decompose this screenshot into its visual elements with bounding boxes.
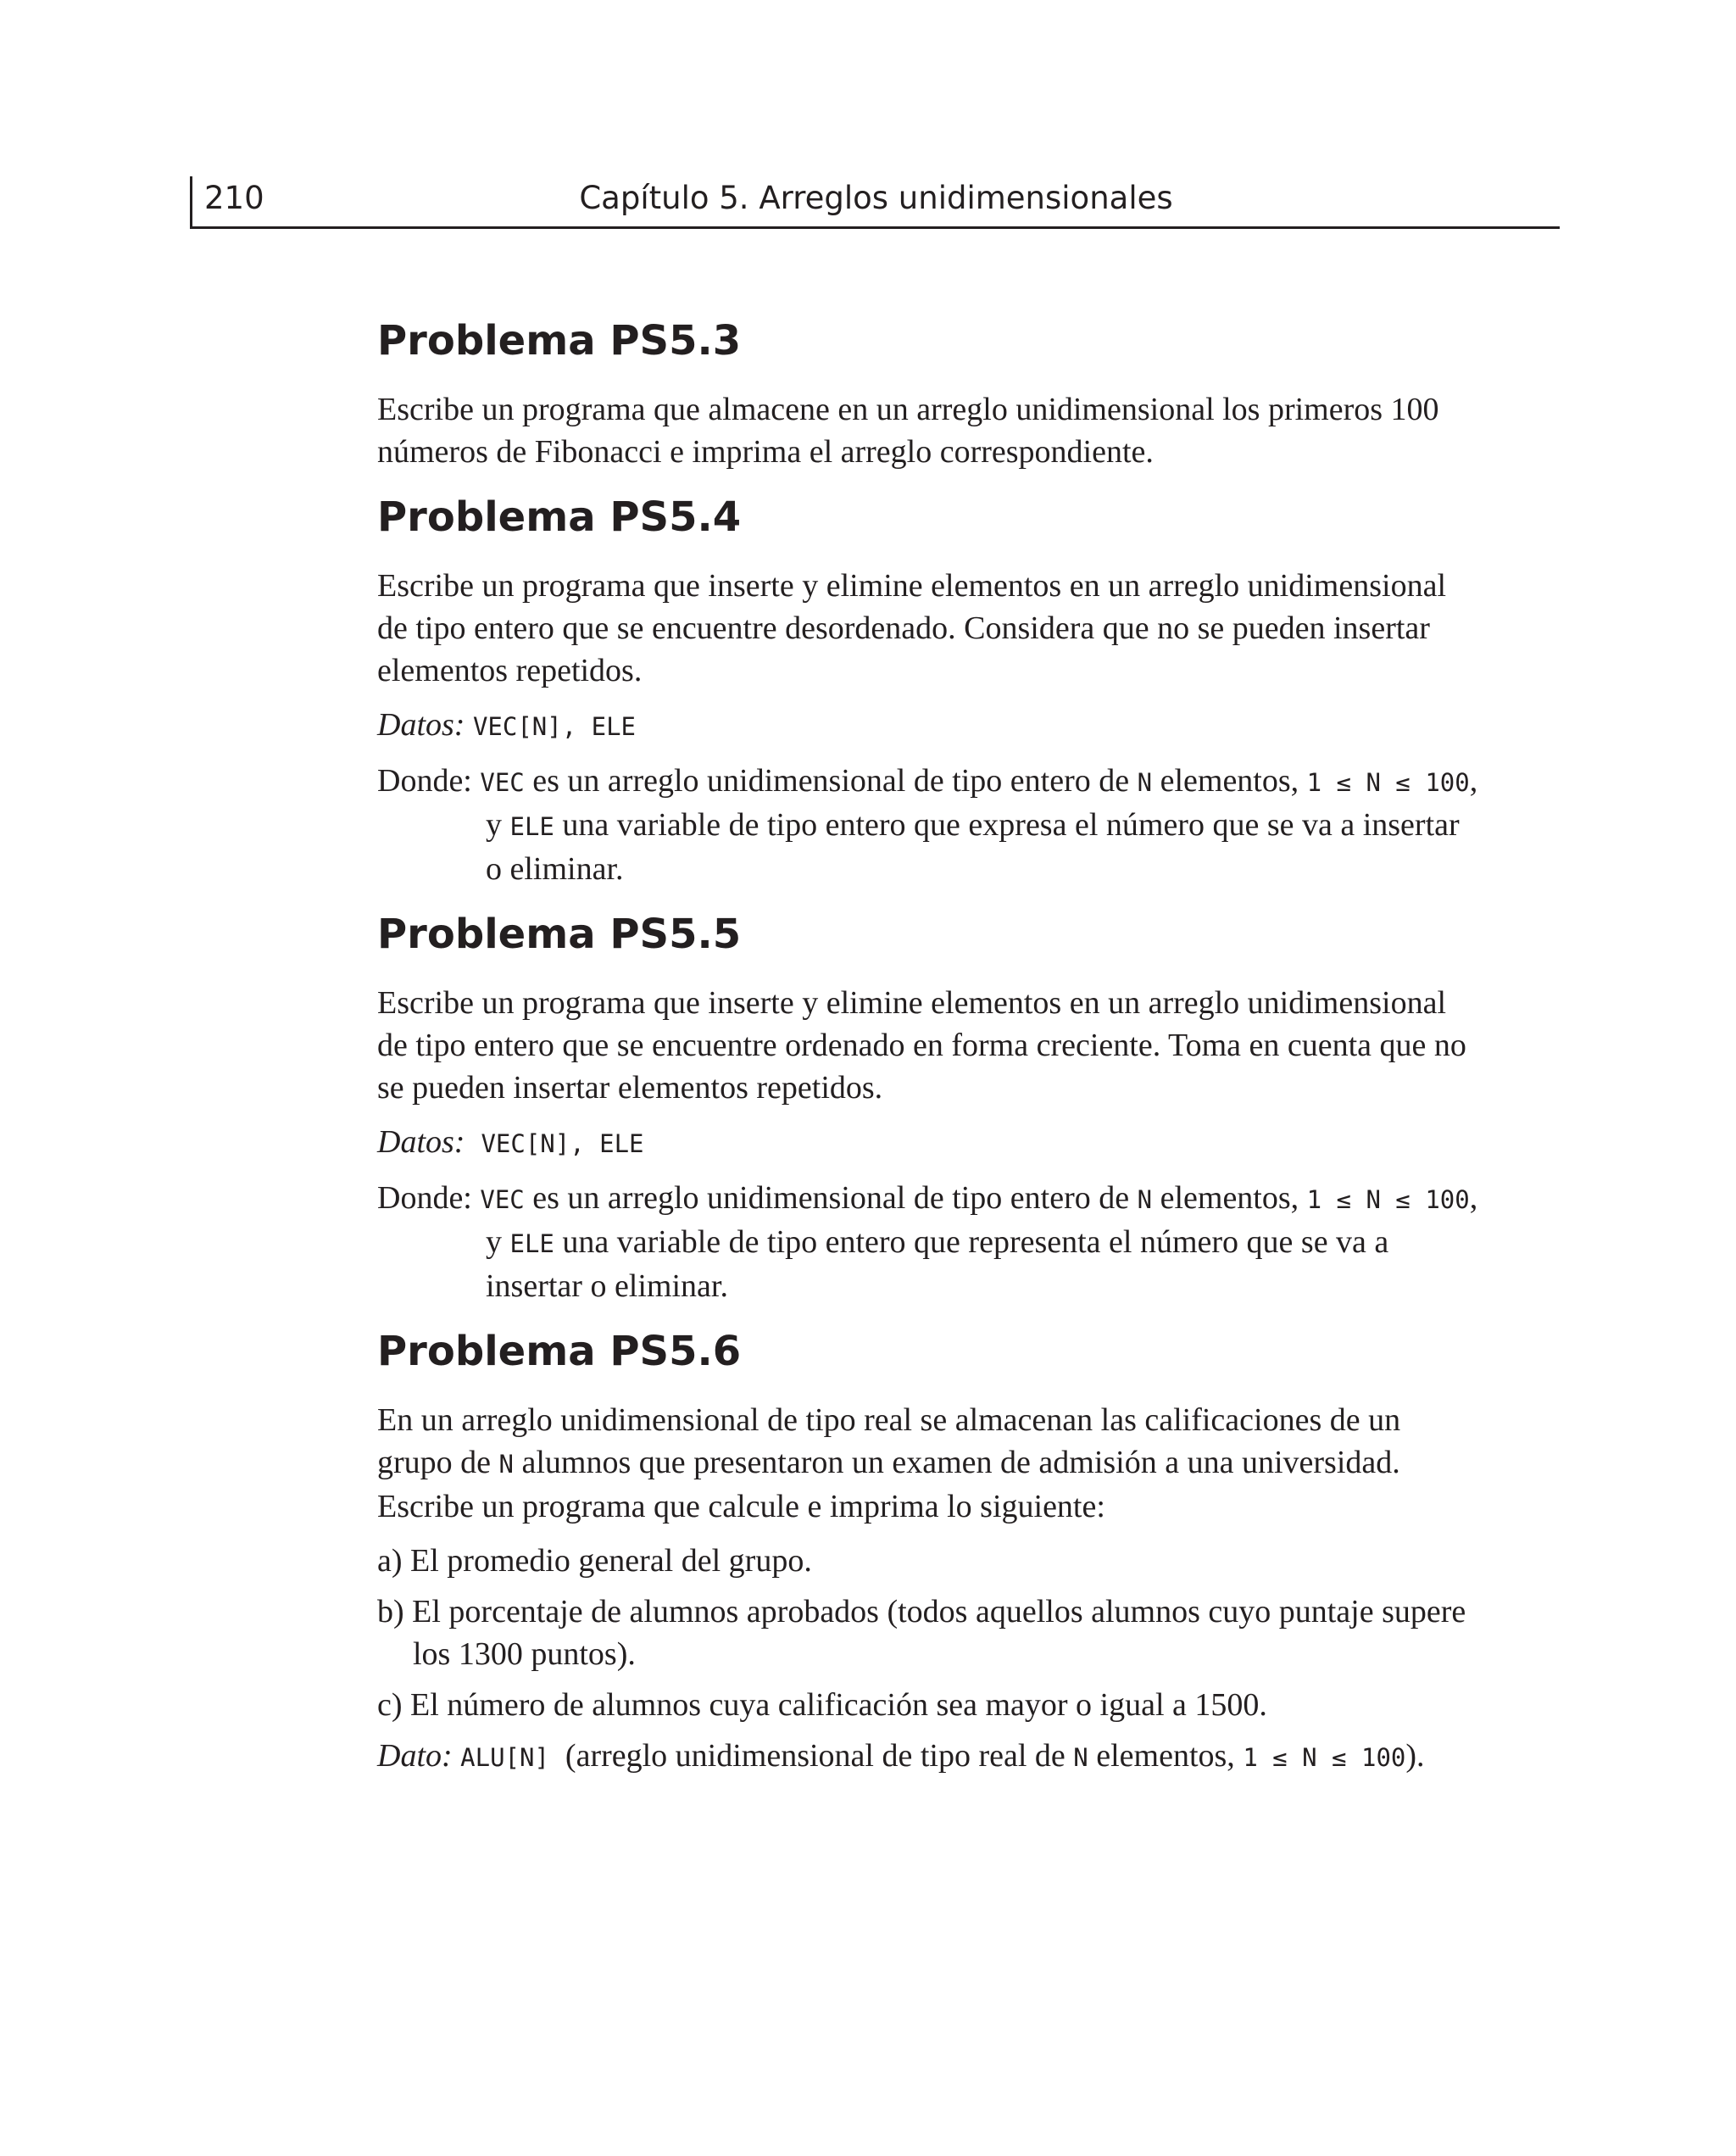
code-n: N bbox=[498, 1450, 514, 1479]
dato-text: (arreglo unidimensional de tipo real de bbox=[557, 1738, 1074, 1774]
code-range: 1 ≤ N ≤ 100 bbox=[1306, 768, 1470, 797]
problem-statement: Escribe un programa que almacene en un arreglo unidimensional los primeros 100 números de Fibonacci e imprima el arreglo correspondiente. bbox=[377, 392, 1439, 470]
list-item: c) El número de alumnos cuya calificación sea mayor o igual a 1500. bbox=[377, 1687, 1267, 1723]
code-ele: ELE bbox=[509, 812, 554, 841]
donde-text: , y bbox=[486, 763, 1478, 843]
dato-label: Dato: bbox=[377, 1738, 453, 1774]
code-n: N bbox=[1137, 1185, 1153, 1214]
donde-text: es un arreglo unidimensional de tipo entero de bbox=[524, 1180, 1138, 1216]
problem-ps5-5 bbox=[377, 909, 1479, 1307]
problem-ps5-4 bbox=[377, 492, 1479, 890]
donde-text: una variable de tipo entero que expresa el número que se va a insertar o eliminar. bbox=[486, 807, 1460, 887]
datos-code: VEC[N], ELE bbox=[481, 1129, 644, 1158]
list-item: b) El porcentaje de alumnos aprobados (todos aquellos alumnos cuyo puntaje supere los 1300 puntos). bbox=[377, 1594, 1466, 1672]
datos-label: Datos: bbox=[377, 1124, 465, 1160]
donde-text: es un arreglo unidimensional de tipo entero de bbox=[524, 763, 1138, 799]
dato-code: ALU[N] bbox=[460, 1743, 549, 1772]
donde-label: Donde: bbox=[377, 1180, 472, 1216]
code-range: 1 ≤ N ≤ 100 bbox=[1306, 1185, 1470, 1214]
problem-title: Problema PS5.5 bbox=[377, 911, 742, 958]
code-ele: ELE bbox=[509, 1229, 554, 1258]
datos-line bbox=[377, 1121, 1479, 1165]
list-item: a) El promedio general del grupo. bbox=[377, 1543, 812, 1579]
problem-statement: Escribe un programa que inserte y elimine elementos en un arreglo unidimensional de tipo entero que se encuentre ordenado en forma creciente. Toma en cuenta que no se pueden insertar elementos repetidos. bbox=[377, 985, 1466, 1106]
problem-ps5-3 bbox=[377, 315, 1479, 473]
problem-title: Problema PS5.6 bbox=[377, 1328, 742, 1375]
page-number: 210 bbox=[204, 180, 264, 216]
code-vec: VEC bbox=[480, 1185, 525, 1214]
datos-label: Datos: bbox=[377, 707, 465, 743]
datos-code: VEC[N], ELE bbox=[472, 712, 637, 741]
dato-text: elementos, bbox=[1088, 1738, 1244, 1774]
datos-line bbox=[377, 704, 1479, 748]
code-n: N bbox=[1137, 768, 1153, 797]
page-content bbox=[377, 315, 1479, 1797]
problem-title: Problema PS5.3 bbox=[377, 317, 742, 365]
donde-text: , y bbox=[486, 1180, 1478, 1260]
dato-text: ). bbox=[1405, 1738, 1425, 1774]
code-n: N bbox=[1073, 1743, 1088, 1772]
problem-statement: Escribe un programa que inserte y elimine elementos en un arreglo unidimensional de tipo entero que se encuentre desordenado. Considera que no se pueden insertar elementos repetidos. bbox=[377, 568, 1446, 688]
donde-line bbox=[377, 760, 1479, 890]
code-vec: VEC bbox=[480, 768, 525, 797]
donde-line bbox=[377, 1177, 1479, 1307]
donde-text: una variable de tipo entero que representa el número que se va a insertar o eliminar. bbox=[486, 1224, 1389, 1304]
problem-statement bbox=[377, 1399, 1479, 1528]
page-header bbox=[190, 176, 1560, 229]
donde-text: elementos, bbox=[1152, 1180, 1307, 1216]
code-range: 1 ≤ N ≤ 100 bbox=[1243, 1743, 1406, 1772]
running-title: Capítulo 5. Arreglos unidimensionales bbox=[579, 180, 1173, 216]
donde-text: elementos, bbox=[1152, 763, 1307, 799]
problem-ps5-6 bbox=[377, 1326, 1479, 1779]
statement-text: alumnos que presentaron un examen de admisión a una universidad. Escribe un programa que calcule e imprima lo siguiente: bbox=[377, 1445, 1400, 1524]
statement-text: En un arreglo unidimensional de tipo real se almacenan las calificaciones de un grupo de bbox=[377, 1402, 1401, 1480]
donde-label: Donde: bbox=[377, 763, 472, 799]
problem-title: Problema PS5.4 bbox=[377, 493, 742, 541]
dato-line bbox=[377, 1735, 1479, 1779]
